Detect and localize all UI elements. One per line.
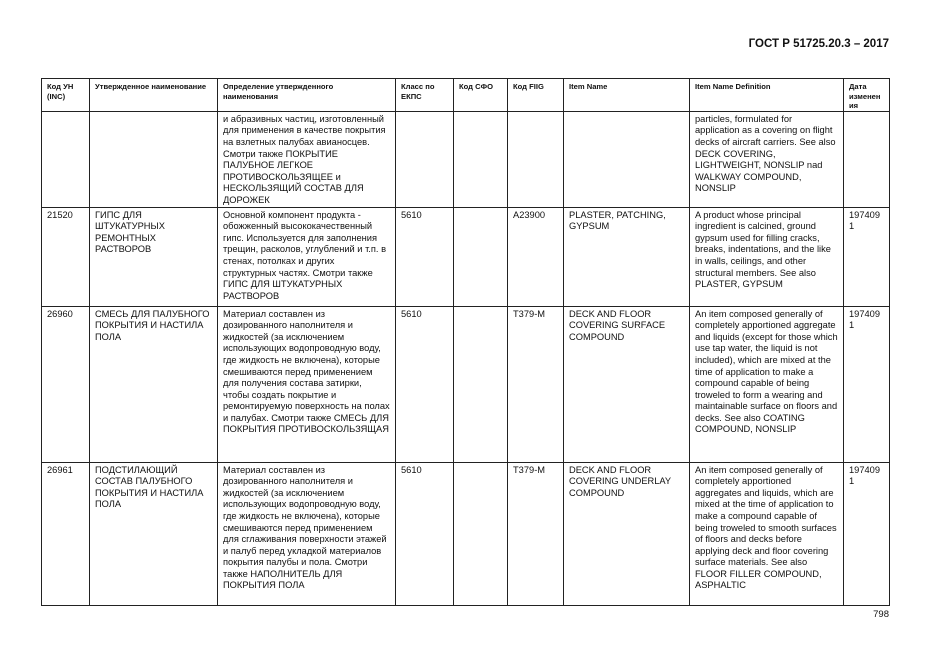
column-header-item-name: Item Name bbox=[564, 79, 690, 112]
cell-fiig: T379-M bbox=[508, 306, 564, 462]
column-header-approved-name: Утвержденное наименование bbox=[90, 79, 218, 112]
column-header-date: Дата изменения bbox=[844, 79, 890, 112]
cell-item-definition: A product whose principal ingredient is calcined, ground gypsum used for filling cracks, breaks, indentations, and the like in walls, ceilings, and other structural members. See also PLASTER, GYPSUM bbox=[690, 207, 844, 306]
cell-definition-ru: и абразивных частиц, изготовленный для применения в качестве покрытия на взлетных палубах авианосцев. Смотри также ПОКРЫТИЕ ПАЛУБНОЕ ЛЕГКОЕ ПРОТИВОСКОЛЬЗЯЩЕЕ и НЕСКОЛЬЗЯЩИЙ СОСТАВ ДЛЯ ДОРОЖЕК bbox=[218, 111, 396, 207]
column-header-definition: Определение утвержденного наименования bbox=[218, 79, 396, 112]
document-standard-title: ГОСТ Р 51725.20.3 – 2017 bbox=[748, 38, 889, 50]
cell-class: 5610 bbox=[396, 207, 454, 306]
cell-fiig: A23900 bbox=[508, 207, 564, 306]
cell-definition-ru: Материал составлен из дозированного наполнителя и жидкостей (за исключением использующих водопроводную воду, где жидкость не включена), которые смешиваются перед применением для получения состава затирки, чтобы создать покрытие и ремонтируемую поверхность на полах и палубах. Смотри также СМЕСЬ ДЛЯ ПОКРЫТИЯ ПРОТИВОСКОЛЬЗЯЩАЯ bbox=[218, 306, 396, 462]
cell-name-ru bbox=[90, 111, 218, 207]
cell-definition-ru: Основной компонент продукта - обожженный высококачественный гипс. Используется для заполнения трещин, расколов, углублений и т.п. в стенах, потолках и других структурных частях. Смотри также ГИПС ДЛЯ ШТУКАТУРНЫХ РАСТВОРОВ bbox=[218, 207, 396, 306]
cell-item-name: DECK AND FLOOR COVERING UNDERLAY COMPOUND bbox=[564, 462, 690, 605]
table-row bbox=[42, 111, 890, 207]
table-row bbox=[42, 207, 890, 306]
cell-name-ru: СМЕСЬ ДЛЯ ПАЛУБНОГО ПОКРЫТИЯ И НАСТИЛА ПОЛА bbox=[90, 306, 218, 462]
cell-date: 1974091 bbox=[844, 306, 890, 462]
cell-item-name: DECK AND FLOOR COVERING SURFACE COMPOUND bbox=[564, 306, 690, 462]
cell-fiig bbox=[508, 111, 564, 207]
cell-inc bbox=[42, 111, 90, 207]
cell-name-ru: ПОДСТИЛАЮЩИЙ СОСТАВ ПАЛУБНОГО ПОКРЫТИЯ И НАСТИЛА ПОЛА bbox=[90, 462, 218, 605]
cell-class bbox=[396, 111, 454, 207]
cell-item-definition: An item composed generally of completely apportioned aggregates and liquids, which are mixed at the time of application to make a compound capable of being troweled to smooth surfaces of floors and decks before applying deck and floor covering surface materials. See also FLOOR FILLER COMPOUND, ASPHALTIC bbox=[690, 462, 844, 605]
cell-sfo bbox=[454, 111, 508, 207]
cell-item-definition: particles, formulated for application as a covering on flight decks of aircraft carriers. See also DECK COVERING, LIGHTWEIGHT, NONSLIP nad WALKWAY COMPOUND, NONSLIP bbox=[690, 111, 844, 207]
table-header-row bbox=[42, 79, 890, 112]
column-header-inc: Код УН (INC) bbox=[42, 79, 90, 112]
cell-date: 1974091 bbox=[844, 462, 890, 605]
cell-date: 1974091 bbox=[844, 207, 890, 306]
table-row bbox=[42, 306, 890, 462]
cell-date bbox=[844, 111, 890, 207]
table-row bbox=[42, 462, 890, 605]
cell-sfo bbox=[454, 207, 508, 306]
cell-inc: 26961 bbox=[42, 462, 90, 605]
cell-name-ru: ГИПС ДЛЯ ШТУКАТУРНЫХ РЕМОНТНЫХ РАСТВОРОВ bbox=[90, 207, 218, 306]
cell-item-name: PLASTER, PATCHING, GYPSUM bbox=[564, 207, 690, 306]
cell-item-name bbox=[564, 111, 690, 207]
cell-item-definition: An item composed generally of completely apportioned aggregate and liquids (except for those which use tap water, the liquid is not included), which are mixed at the time of application to make a compound capable of being troweled to form a wearing and maintainable surface on floors and decks. See also COATING COMPOUND, NONSLIP bbox=[690, 306, 844, 462]
column-header-sfo: Код СФО bbox=[454, 79, 508, 112]
cell-class: 5610 bbox=[396, 462, 454, 605]
cell-sfo bbox=[454, 462, 508, 605]
column-header-fiig: Код FIIG bbox=[508, 79, 564, 112]
cell-sfo bbox=[454, 306, 508, 462]
cell-definition-ru: Материал составлен из дозированного наполнителя и жидкостей (за исключением использующих водопроводную воду, где жидкость не включена), которые смешиваются перед применением для сглаживания поверхности этажей и палуб перед укладкой материалов покрытия палубы и пола. Смотри также НАПОЛНИТЕЛЬ ДЛЯ ПОКРЫТИЯ ПОЛА bbox=[218, 462, 396, 605]
cell-class: 5610 bbox=[396, 306, 454, 462]
page-number: 798 bbox=[873, 609, 889, 620]
column-header-class: Класс по ЕКПС bbox=[396, 79, 454, 112]
cell-fiig: T379-M bbox=[508, 462, 564, 605]
cell-inc: 21520 bbox=[42, 207, 90, 306]
nomenclature-table bbox=[41, 78, 890, 606]
cell-inc: 26960 bbox=[42, 306, 90, 462]
column-header-item-definition: Item Name Definition bbox=[690, 79, 844, 112]
